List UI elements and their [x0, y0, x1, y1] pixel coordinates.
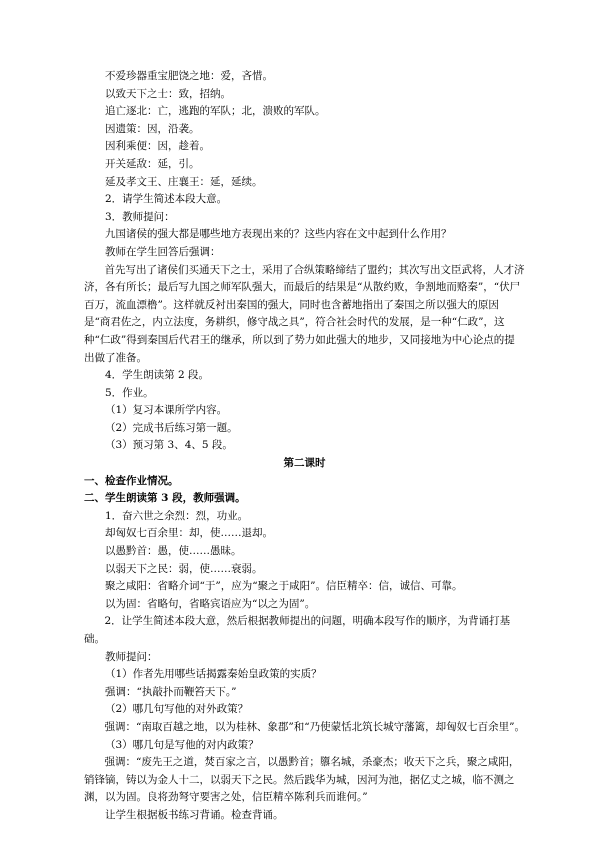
text-line: 延及孝文王、庄襄王：延，延续。: [105, 175, 263, 188]
text-line: 4．学生朗读第 2 段。: [105, 369, 210, 382]
instruction-paragraph: 2．让学生简述本段大意，然后根据教师提出的问题，明确本段写作的顺序，为背诵打基础。: [84, 615, 511, 645]
text-line: 3．教师提问：: [105, 210, 175, 223]
text-line: 以致天下之士：致，招纳。: [105, 87, 231, 100]
lesson-one-section: [84, 68, 525, 825]
text-line: （1）作者先用哪些话揭露秦始皇政策的实质？: [105, 668, 322, 681]
text-line: （2）完成书后练习第一题。: [105, 421, 238, 434]
text-line: 强调：“执敲扑而鞭笞天下。”: [105, 685, 237, 698]
text-line: 开关延敌：延，引。: [105, 157, 200, 170]
text-line: 追亡逐北：亡，逃跑的军队；北，溃败的军队。: [105, 105, 326, 118]
text-line: （1）复习本课所学内容。: [105, 404, 228, 417]
text-line: 1．奋六世之余烈：烈，功业。: [105, 509, 249, 522]
text-line: 聚之咸阳：省略介词“于”，应为“聚之于咸阳”。信臣精卒：信，诚信、可靠。: [105, 580, 463, 593]
text-line: 不爱珍器重宝肥饶之地：爱，吝惜。: [105, 70, 273, 82]
text-line: 让学生根据板书练习背诵。检查背诵。: [105, 808, 284, 821]
text-line: 2．请学生简述本段大意。: [105, 193, 228, 206]
text-line: 教师提问：: [105, 650, 158, 663]
text-line: 教师在学生回答后强调：: [105, 245, 221, 258]
text-line: （2）哪几句写他的对外政策？: [105, 703, 249, 716]
text-line: 因利乘便：因，趁着。: [105, 140, 210, 153]
text-line: 以为固：省略句，省略宾语应为“以之为固”。: [105, 597, 316, 610]
emphasis-paragraph: 强调：“废先王之道，焚百家之言，以愚黔首；隳名城，杀豪杰；收天下之兵，聚之咸阳，销锋镝，铸以为金人十二，以弱天下之民。然后践华为城，因河为池，据亿丈之城，临不测之渊，以为固。良将劲弩守要害之处，信臣精卒陈利兵而谁何。”: [84, 756, 520, 804]
text-line: 因遗策：因，沿袭。: [105, 122, 200, 135]
text-line: 5．作业。: [105, 386, 154, 399]
text-line: （3）预习第 3、4、5 段。: [105, 439, 233, 452]
text-line: 九国诸侯的强大都是哪些地方表现出来的？这些内容在文中起到什么作用？: [105, 228, 452, 241]
step-heading: 二、学生朗读第 3 段，教师强调。: [84, 492, 246, 505]
teacher-emphasis-paragraph: 首先写出了诸侯们买通天下之士，采用了合纵策略缔结了盟约；其次写出文臣武将，人才济济，各有所长；最后写九国之师军队强大，而最后的结果是“从散约败，争割地而赂秦”，“伏尸百万，流血漂橹”。这样就反衬出秦国的强大，同时也含蓄地指出了秦国之所以强大的原因是“商君佐之，内立法度，务耕织，修守战之具”，符合社会时代的发展，是一种“仁政”，这种“仁政”得到秦国后代君王的继承，所以到了势力如此强大的地步，又同接地为中心论点的提出做了准备。: [84, 263, 525, 364]
text-line: 以弱天下之民：弱，使……衰弱。: [105, 562, 263, 575]
text-line: 以愚黔首：愚，使……愚昧。: [105, 545, 242, 558]
section-heading: 第二课时: [283, 457, 326, 470]
emphasis-paragraph: 强调：“南取百越之地，以为桂林、象郡”和“乃使蒙恬北筑长城守藩篱，却匈奴七百余里”。: [104, 720, 525, 733]
text-line: 却匈奴七百余里：却，使……退却。: [105, 527, 273, 540]
step-heading: 一、检查作业情况。: [84, 474, 179, 487]
text-line: （3）哪几句是写他的对内政策？: [105, 738, 259, 751]
